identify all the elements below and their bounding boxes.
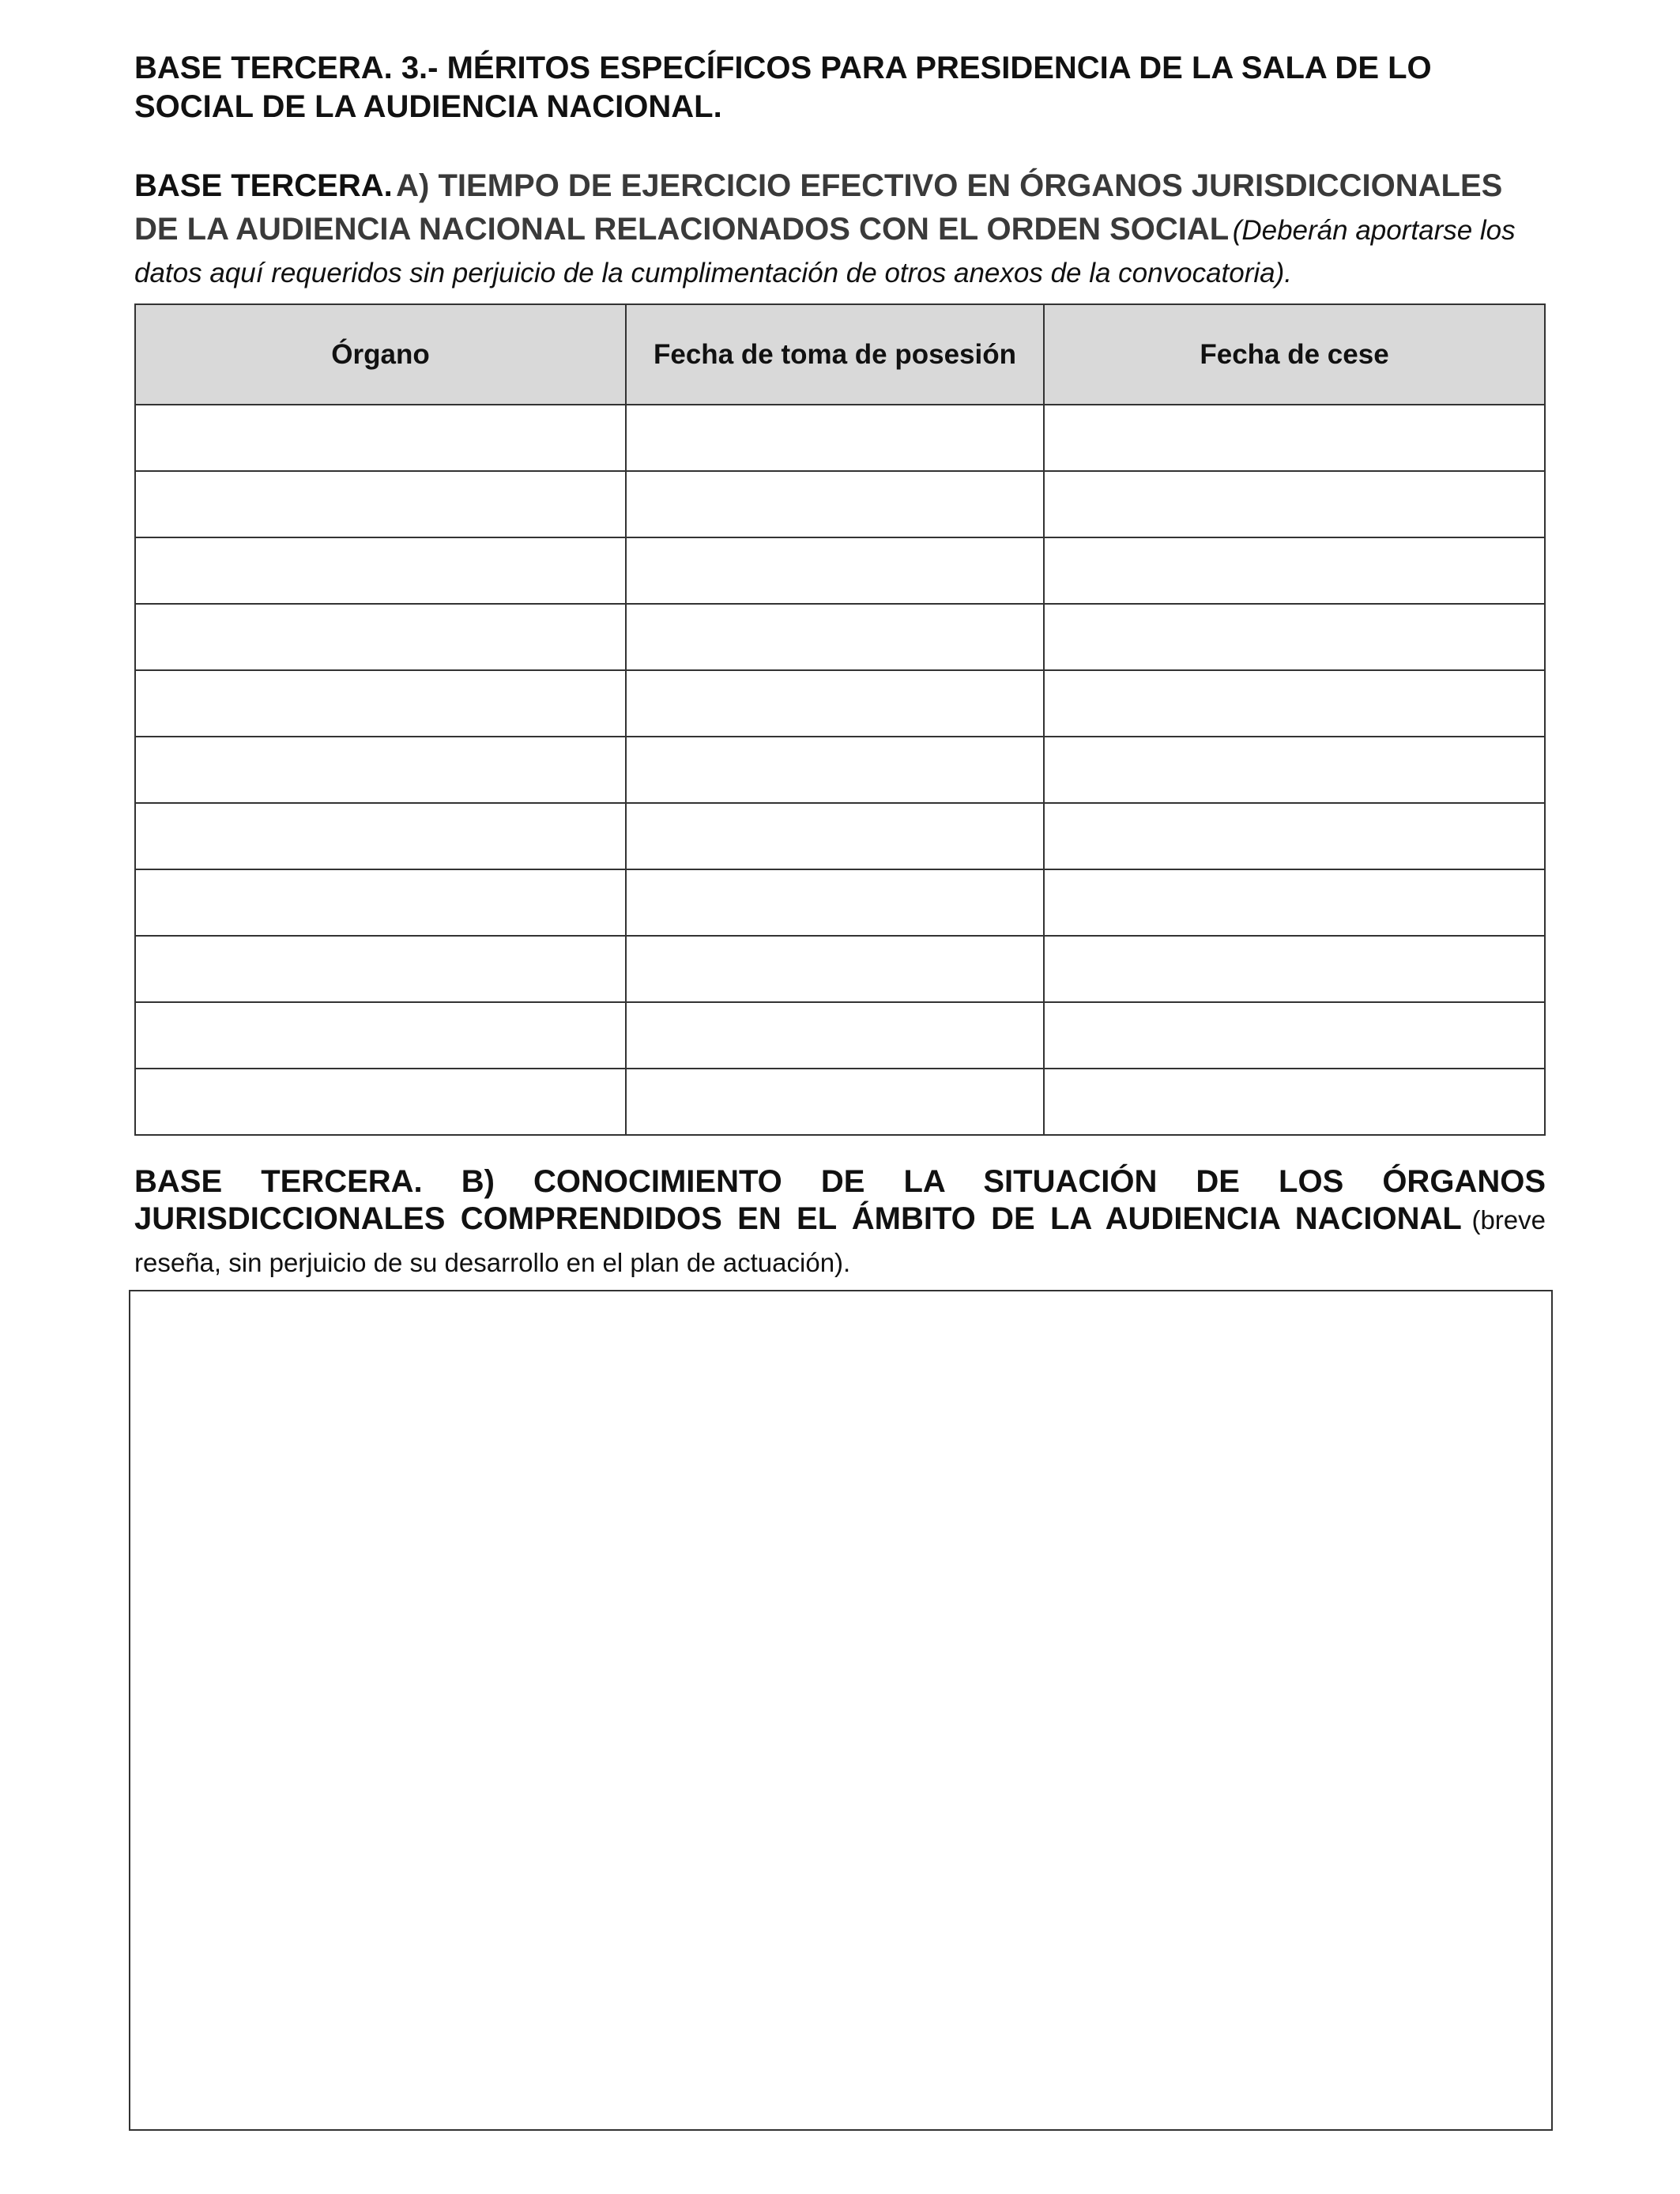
section-b-line1: BASE TERCERA. B) CONOCIMIENTO DE LA SITUACIÓN DE LOS ÓRGANOS xyxy=(134,1164,1546,1199)
cell-fecha-cese[interactable] xyxy=(1044,936,1545,1002)
cell-fecha-cese[interactable] xyxy=(1044,471,1545,537)
column-header-fecha-posesion: Fecha de toma de posesión xyxy=(626,304,1044,405)
page-title: BASE TERCERA. 3.- MÉRITOS ESPECÍFICOS PARA PRESIDENCIA DE LA SALA DE LO SOCIAL DE LA AUDIENCIA NACIONAL. xyxy=(134,51,1432,124)
cell-organo[interactable] xyxy=(135,737,626,803)
table-header-row xyxy=(135,304,1545,405)
table-row xyxy=(135,604,1545,670)
cell-organo[interactable] xyxy=(135,1069,626,1135)
cell-fecha-posesion[interactable] xyxy=(626,604,1044,670)
table-row xyxy=(135,936,1545,1002)
cell-organo[interactable] xyxy=(135,803,626,869)
column-header-organo: Órgano xyxy=(135,304,626,405)
table-row xyxy=(135,405,1545,471)
cell-fecha-cese[interactable] xyxy=(1044,737,1545,803)
cell-fecha-posesion[interactable] xyxy=(626,936,1044,1002)
cell-fecha-posesion[interactable] xyxy=(626,869,1044,936)
table-body xyxy=(135,405,1545,1135)
table-row xyxy=(135,537,1545,604)
cell-fecha-posesion[interactable] xyxy=(626,1069,1044,1135)
section-a-prefix: BASE TERCERA. xyxy=(134,168,393,203)
cell-organo[interactable] xyxy=(135,869,626,936)
column-header-fecha-cese: Fecha de cese xyxy=(1044,304,1545,405)
table-row xyxy=(135,670,1545,737)
organos-table xyxy=(134,303,1546,1136)
cell-fecha-cese[interactable] xyxy=(1044,1002,1545,1069)
table-row xyxy=(135,803,1545,869)
cell-fecha-posesion[interactable] xyxy=(626,803,1044,869)
table-row xyxy=(135,471,1545,537)
section-b-heading xyxy=(134,1163,1546,1287)
table-row xyxy=(135,1069,1545,1135)
cell-fecha-cese[interactable] xyxy=(1044,1069,1545,1135)
cell-fecha-posesion[interactable] xyxy=(626,537,1044,604)
cell-fecha-posesion[interactable] xyxy=(626,471,1044,537)
section-b-note: (breve reseña, sin perjuicio de su desarrollo en el plan de actuación). xyxy=(134,1205,1546,1277)
cell-organo[interactable] xyxy=(135,405,626,471)
cell-fecha-posesion[interactable] xyxy=(626,670,1044,737)
cell-organo[interactable] xyxy=(135,936,626,1002)
cell-fecha-cese[interactable] xyxy=(1044,803,1545,869)
cell-organo[interactable] xyxy=(135,1002,626,1069)
cell-fecha-posesion[interactable] xyxy=(626,737,1044,803)
cell-fecha-posesion[interactable] xyxy=(626,1002,1044,1069)
section-a-title: A) TIEMPO DE EJERCICIO EFECTIVO EN ÓRGANOS JURISDICCIONALES DE LA AUDIENCIA NACIONAL RELACIONADOS CON EL ORDEN SOCIAL xyxy=(134,168,1503,247)
section-a-heading xyxy=(134,168,1546,297)
review-text-area[interactable] xyxy=(129,1290,1553,2131)
cell-fecha-cese[interactable] xyxy=(1044,869,1545,936)
cell-organo[interactable] xyxy=(135,471,626,537)
section-a-note: (Deberán aportarse los datos aquí requeridos sin perjuicio de la cumplimentación de otros anexos de la convocatoria). xyxy=(134,215,1516,288)
cell-fecha-cese[interactable] xyxy=(1044,604,1545,670)
cell-fecha-cese[interactable] xyxy=(1044,670,1545,737)
table-row xyxy=(135,869,1545,936)
table-row xyxy=(135,737,1545,803)
section-b-title: JURISDICCIONALES COMPRENDIDOS EN EL ÁMBITO DE LA AUDIENCIA NACIONAL xyxy=(134,1201,1462,1236)
cell-organo[interactable] xyxy=(135,537,626,604)
cell-fecha-cese[interactable] xyxy=(1044,405,1545,471)
cell-fecha-posesion[interactable] xyxy=(626,405,1044,471)
cell-organo[interactable] xyxy=(135,604,626,670)
cell-fecha-cese[interactable] xyxy=(1044,537,1545,604)
table-row xyxy=(135,1002,1545,1069)
cell-organo[interactable] xyxy=(135,670,626,737)
